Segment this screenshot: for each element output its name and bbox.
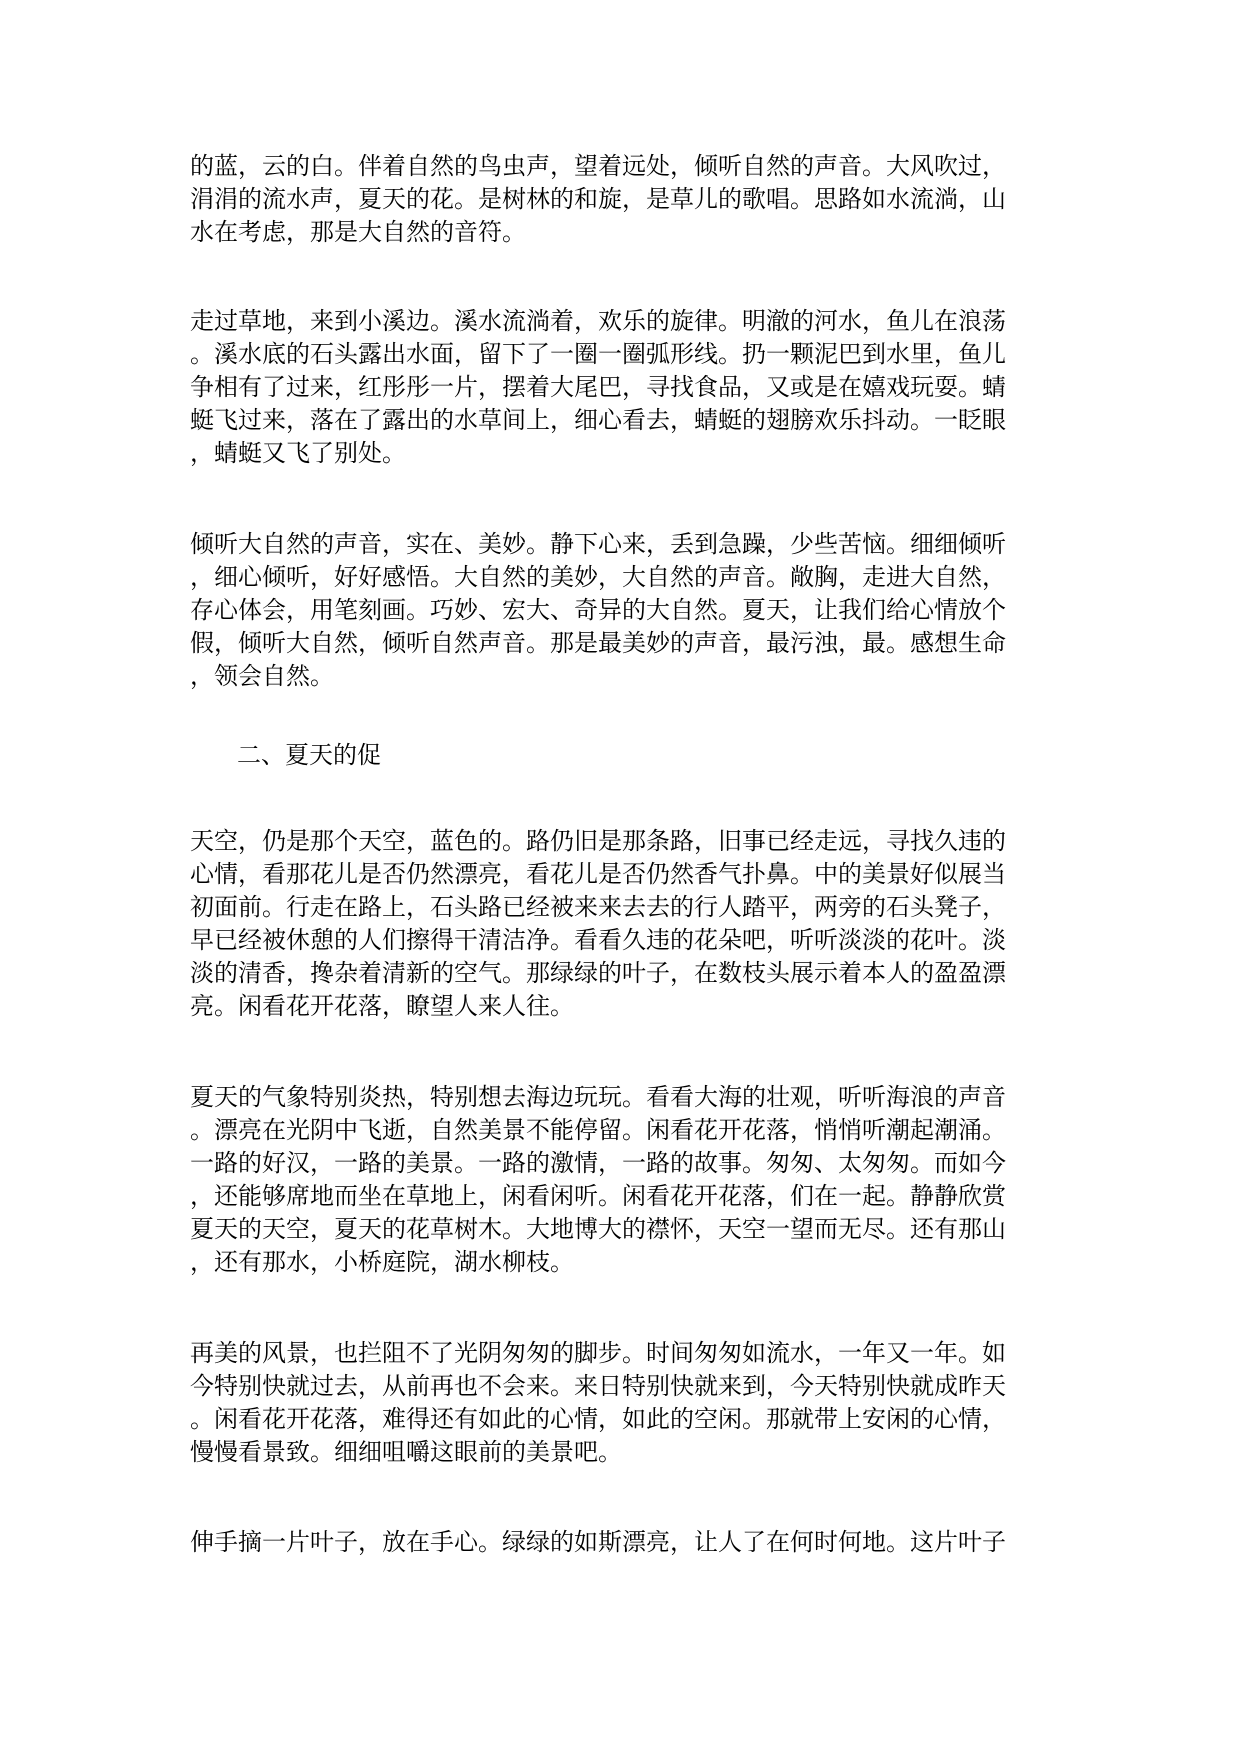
text-line: ，细心倾听，好好感悟。大自然的美妙，大自然的声音。敞胸，走进大自然， [190, 563, 1006, 591]
text-line: 夏天的气象特别炎热，特别想去海边玩玩。看看大海的壮观，听听海浪的声音 [190, 1083, 1006, 1111]
text-line: 慢慢看景致。细细咀嚼这眼前的美景吧。 [190, 1438, 622, 1466]
paragraph-4 [190, 825, 1040, 1023]
text-line: 天空，仍是那个天空，蓝色的。路仍旧是那条路，旧事已经走远，寻找久违的 [190, 827, 1006, 855]
paragraph-2 [190, 305, 1040, 470]
text-line: 水在考虑，那是大自然的音符。 [190, 218, 526, 246]
text-line: 涓涓的流水声，夏天的花。是树林的和旋，是草儿的歌唱。思路如水流淌，山 [190, 185, 1006, 213]
text-line: 存心体会，用笔刻画。巧妙、宏大、奇异的大自然。夏天，让我们给心情放个 [190, 596, 1006, 624]
paragraph-6 [190, 1337, 1040, 1469]
text-line: 争相有了过来，红彤彤一片，摆着大尾巴，寻找食品，又或是在嬉戏玩耍。蜻 [190, 373, 1006, 401]
text-line: ，还有那水，小桥庭院，湖水柳枝。 [190, 1248, 574, 1276]
paragraph-7 [190, 1526, 1040, 1559]
text-line: 初面前。行走在路上，石头路已经被来来去去的行人踏平，两旁的石头凳子， [190, 893, 1006, 921]
text-line: 今特别快就过去，从前再也不会来。来日特别快就来到，今天特别快就成昨天 [190, 1372, 1006, 1400]
text-line: 一路的好汉，一路的美景。一路的激情，一路的故事。匆匆、太匆匆。而如今 [190, 1149, 1006, 1177]
text-line: 心情，看那花儿是否仍然漂亮，看花儿是否仍然香气扑鼻。中的美景好似展当 [190, 860, 1006, 888]
text-line: 夏天的天空，夏天的花草树木。大地博大的襟怀，天空一望而无尽。还有那山 [190, 1215, 1006, 1243]
section-heading: 二、夏天的促 [237, 741, 381, 769]
text-line: 假，倾听大自然，倾听自然声音。那是最美妙的声音，最污浊，最。感想生命 [190, 629, 1006, 657]
text-line: ，还能够席地而坐在草地上，闲看闲听。闲看花开花落，们在一起。静静欣赏 [190, 1182, 1006, 1210]
text-line: 走过草地，来到小溪边。溪水流淌着，欢乐的旋律。明澈的河水，鱼儿在浪荡 [190, 307, 1006, 335]
text-line: 。闲看花开花落，难得还有如此的心情，如此的空闲。那就带上安闲的心情， [190, 1405, 1006, 1433]
text-line: 亮。闲看花开花落，瞭望人来人往。 [190, 992, 574, 1020]
text-line: 再美的风景，也拦阻不了光阴匆匆的脚步。时间匆匆如流水，一年又一年。如 [190, 1339, 1006, 1367]
paragraph-5 [190, 1081, 1040, 1279]
text-line: 倾听大自然的声音，实在、美妙。静下心来，丢到急躁，少些苦恼。细细倾听 [190, 530, 1006, 558]
text-line: 早已经被休憩的人们擦得干清洁净。看看久违的花朵吧，听听淡淡的花叶。淡 [190, 926, 1006, 954]
text-line: ，蜻蜓又飞了别处。 [190, 439, 406, 467]
paragraph-3 [190, 528, 1040, 693]
text-line: 淡的清香，搀杂着清新的空气。那绿绿的叶子，在数枝头展示着本人的盈盈漂 [190, 959, 1006, 987]
text-line: 。漂亮在光阴中飞逝，自然美景不能停留。闲看花开花落，悄悄听潮起潮涌。 [190, 1116, 1006, 1144]
text-line: 。溪水底的石头露出水面，留下了一圈一圈弧形线。扔一颗泥巴到水里，鱼儿 [190, 340, 1006, 368]
text-line: 的蓝，云的白。伴着自然的鸟虫声，望着远处，倾听自然的声音。大风吹过， [190, 152, 1006, 180]
text-line: 伸手摘一片叶子，放在手心。绿绿的如斯漂亮，让人了在何时何地。这片叶子 [190, 1528, 1006, 1556]
text-line: 蜓飞过来，落在了露出的水草间上，细心看去，蜻蜓的翅膀欢乐抖动。一眨眼 [190, 406, 1006, 434]
text-line: ，领会自然。 [190, 662, 334, 690]
paragraph-1 [190, 150, 1040, 249]
